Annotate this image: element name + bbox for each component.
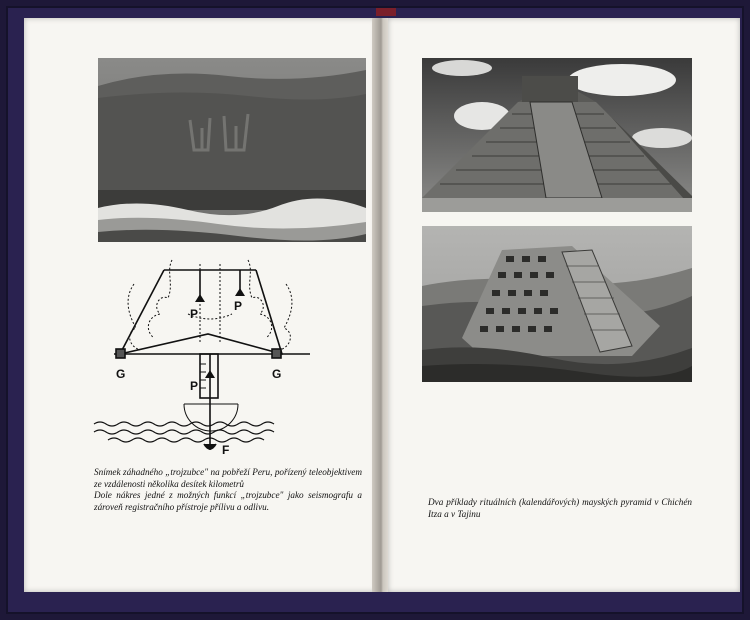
- right-page: [388, 18, 740, 592]
- label-p-right: P: [234, 299, 243, 313]
- bookmark-ribbon: [376, 8, 396, 16]
- chichen-itza-photo: [422, 58, 692, 212]
- label-p-center: P: [190, 379, 199, 393]
- trident-photo: [98, 58, 366, 242]
- left-caption-line2: Dole nákres jedné z možných funkcí „trojzubce" jako seismografu a zároveň registračního přístroje přílivu a odlivu.: [94, 490, 362, 512]
- right-caption-text: Dva příklady rituálních (kalendářových) mayských pyramid v Chichén Itza a v Tajinu: [428, 497, 692, 519]
- left-caption-line1: Snímek záhadného „trojzubce" na pobřeží Peru, pořízený teleobjektivem ze vzdálenosti několika desítek kilometrů: [94, 467, 362, 489]
- left-page: [24, 18, 376, 592]
- right-caption: [428, 497, 692, 520]
- label-g-right: G: [272, 367, 282, 381]
- left-caption: [94, 467, 362, 513]
- label-f: F: [222, 443, 230, 454]
- label-p-left: P: [190, 307, 199, 321]
- el-tajin-photo: [422, 226, 692, 382]
- label-g-left: G: [116, 367, 126, 381]
- trident-diagram: [88, 254, 348, 454]
